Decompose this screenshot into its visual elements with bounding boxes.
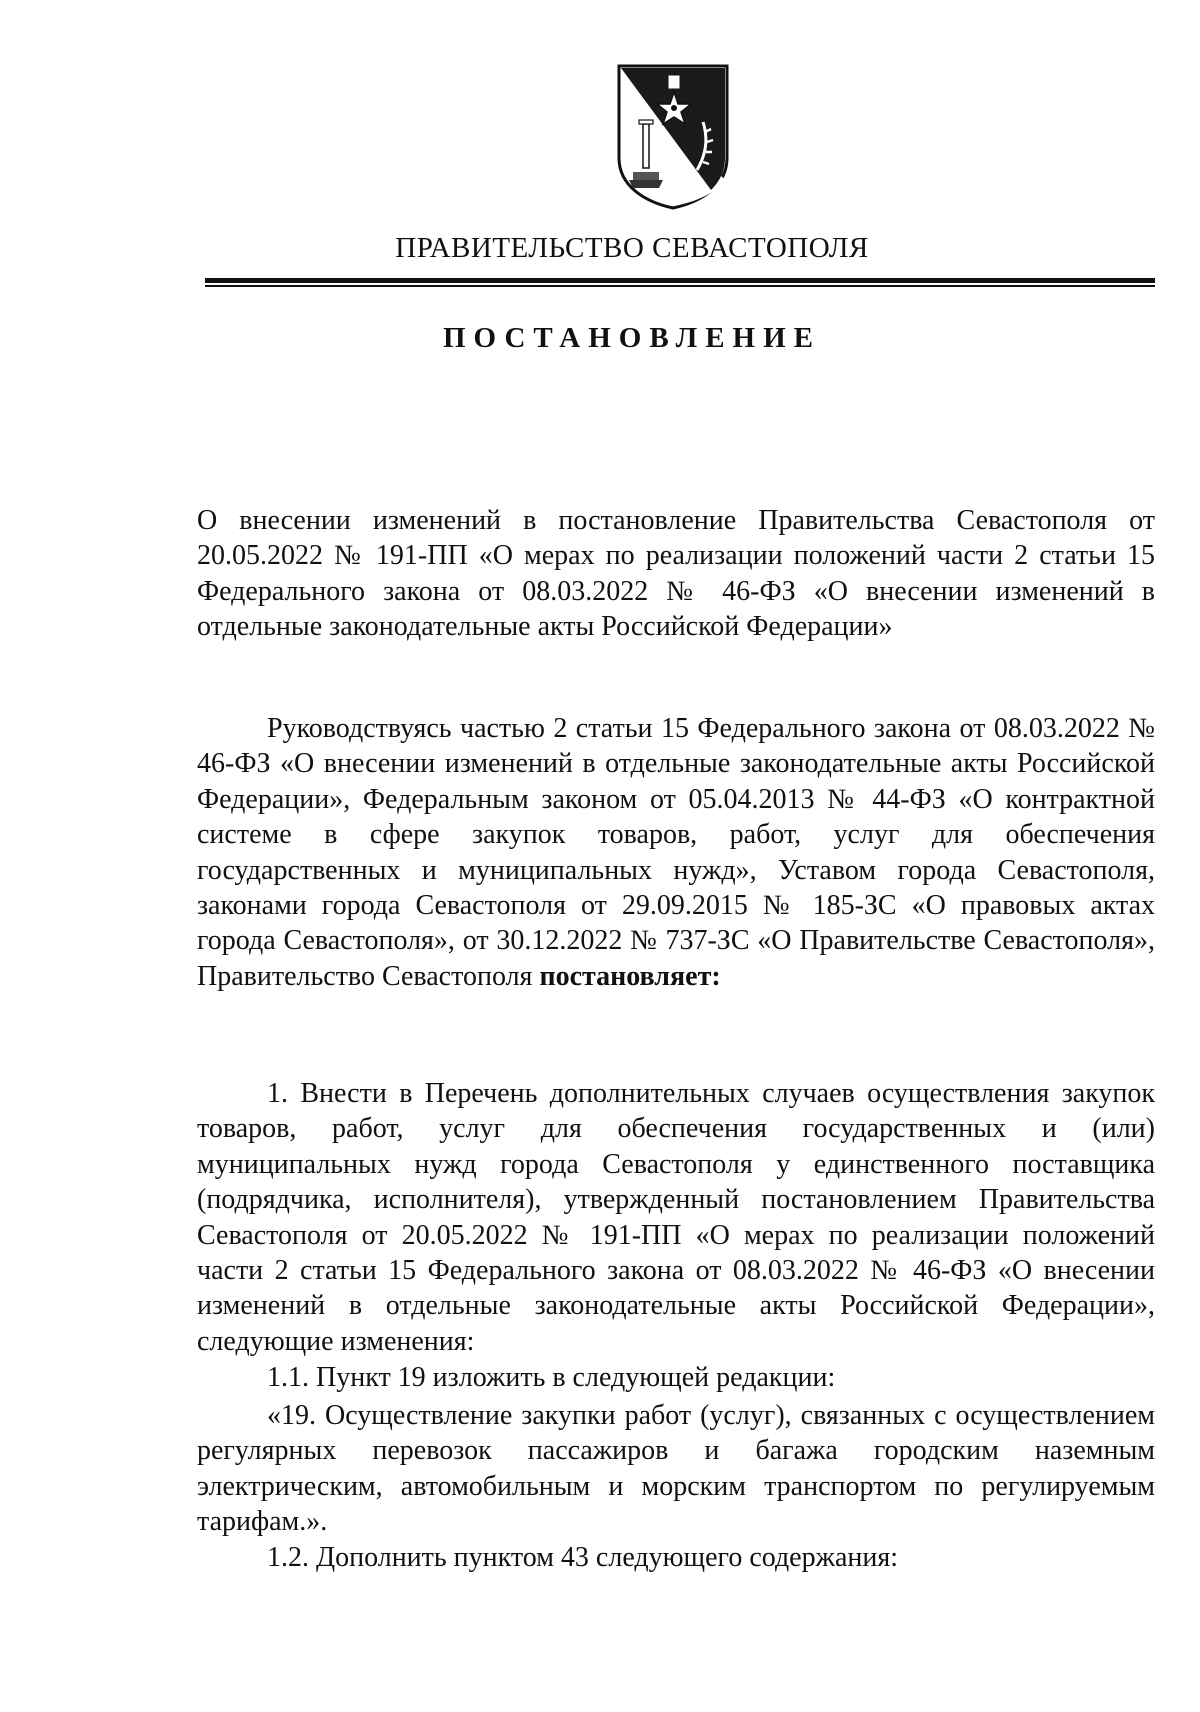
item-19-quote-paragraph: «19. Осуществление закупки работ (услуг), связанных с осуществлением регулярных перевозок пассажиров и багажа городским наземным электрическим, автомобильным и морским транспортом по регулируемым тарифам.». — [197, 1400, 1155, 1538]
preamble-decree-word: постановляет: — [539, 960, 721, 992]
header-rule-thick — [205, 278, 1155, 283]
preamble-text: Руководствуясь частью 2 статьи 15 Федерального закона от 08.03.2022 № 46-ФЗ «О внесении изменений в отдельные законодательные акты Российской Федерации», Федеральным законом от 05.04.2013 № 44-ФЗ «О контрактной системе в сфере закупок товаров, работ, услуг для обеспечения государственных и муниципальных нужд», Уставом города Севастополя, законами города Севастополя от 29.09.2015 № 185-ЗС «О правовых актах города Севастополя», от 30.12.2022 № 737-ЗС «О Правительстве Севастополя», Правительство Севастополя — [197, 713, 1155, 992]
sevastopol-coat-of-arms-icon — [613, 62, 733, 210]
item-1-2-line: 1.2. Дополнить пунктом 43 следующего содержания: — [267, 1542, 899, 1573]
document-type: ПОСТАНОВЛЕНИЕ — [442, 322, 821, 354]
header-rule-thin — [205, 285, 1155, 287]
item-1-1-line: 1.1. Пункт 19 изложить в следующей редакции: — [267, 1362, 836, 1393]
preamble-paragraph — [197, 711, 1155, 994]
document-title: О внесении изменений в постановление Правительства Севастополя от 20.05.2022 № 191-ПП «О мерах по реализации положений части 2 статьи 15 Федерального закона от 08.03.2022 № 46-ФЗ «О внесении изменений в отдельные законодательные акты Российской Федерации» — [197, 505, 1155, 643]
government-name: ПРАВИТЕЛЬСТВО СЕВАСТОПОЛЯ — [395, 232, 869, 264]
item-1-paragraph: 1. Внести в Перечень дополнительных случаев осуществления закупок товаров, работ, услуг для обеспечения государственных и (или) муниципальных нужд города Севастополя у единственного поставщика (подрядчика, исполнителя), утвержденный постановлением Правительства Севастополя от 20.05.2022 № 191-ПП «О мерах по реализации положений части 2 статьи 15 Федерального закона от 08.03.2022 № 46-ФЗ «О внесении изменений в отдельные законодательные акты Российской Федерации», следующие изменения: — [197, 1078, 1155, 1357]
